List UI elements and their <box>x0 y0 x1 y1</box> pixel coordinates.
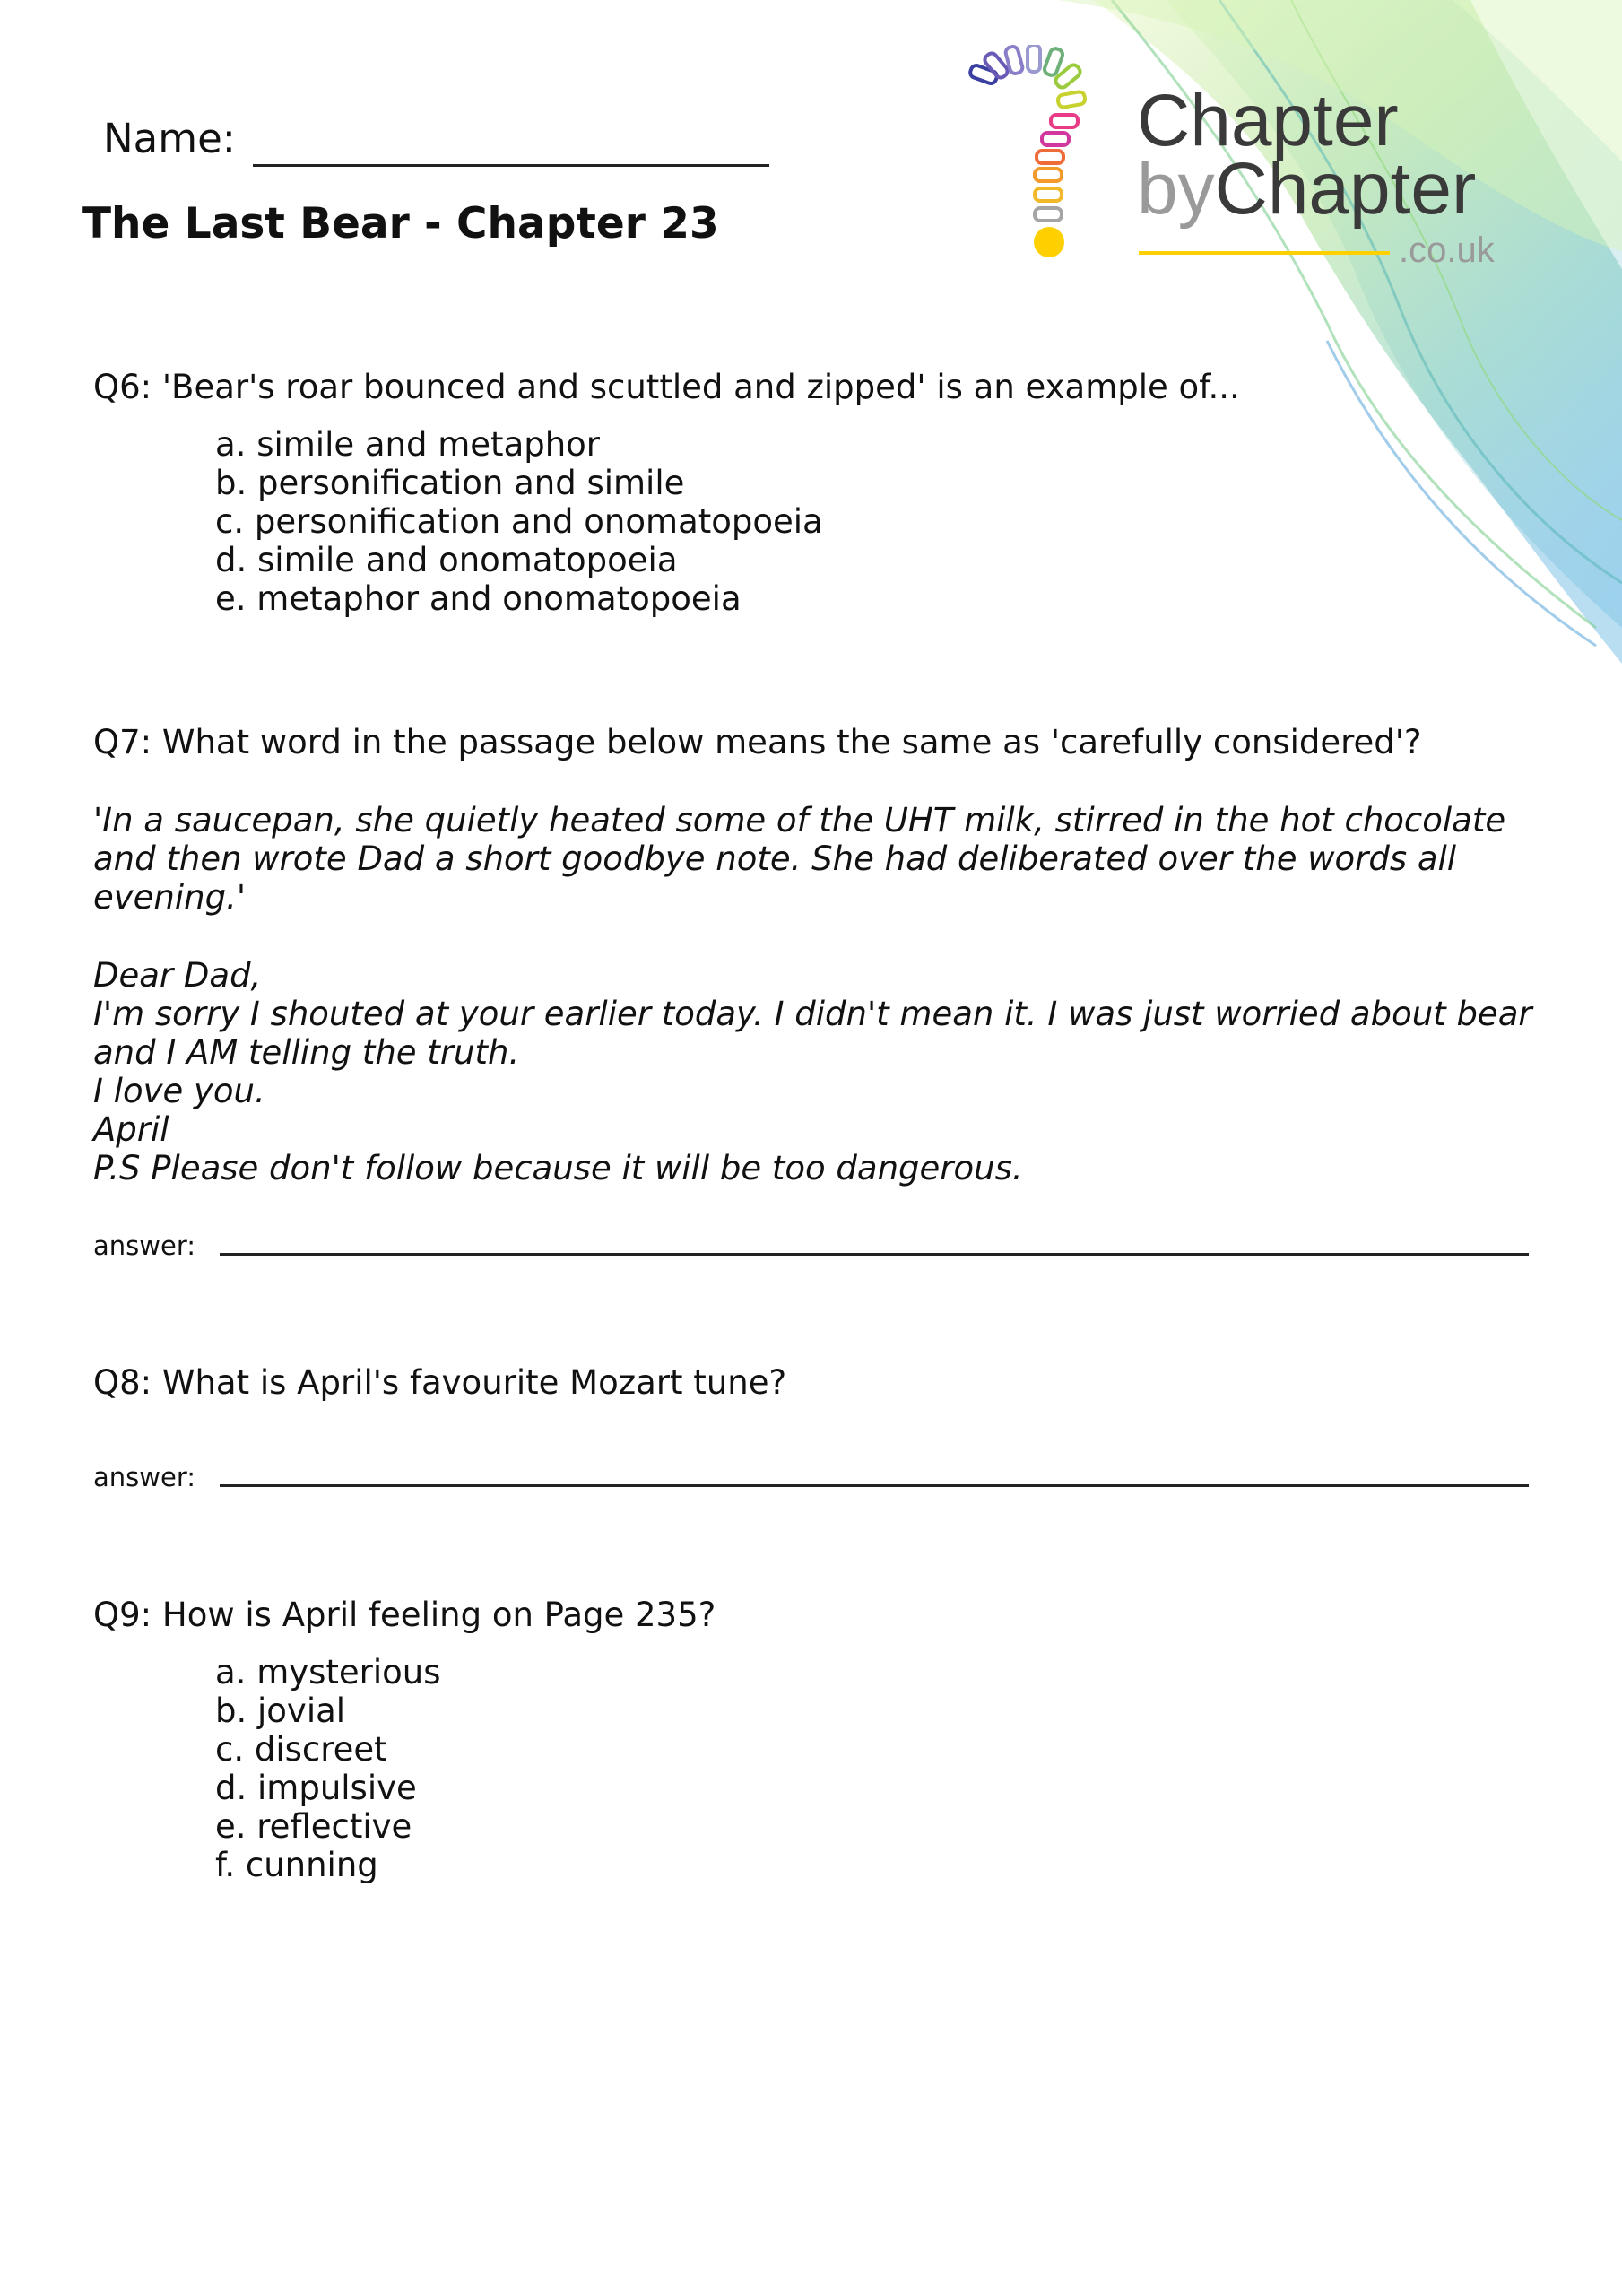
q9-option-f[interactable]: f. cunning <box>215 1846 378 1884</box>
name-label: Name: <box>103 115 236 162</box>
q8-question: Q8: What is April's favourite Mozart tune? <box>93 1363 787 1402</box>
q9-options <box>215 1653 441 1884</box>
q8-answer-line[interactable] <box>220 1484 1529 1487</box>
worksheet-title: The Last Bear - Chapter 23 <box>82 199 719 248</box>
logo-word-chapter: Chapter <box>1137 80 1399 161</box>
letter-line: April <box>93 1110 169 1149</box>
q9-option-e[interactable]: e. reflective <box>215 1807 412 1846</box>
q9-option-c[interactable]: c. discreet <box>215 1730 387 1769</box>
q6-option-b[interactable]: b. personification and simile <box>215 464 685 502</box>
q6-option-a[interactable]: a. simile and metaphor <box>215 425 601 464</box>
question-mark-books-icon <box>969 45 1086 257</box>
q7-answer-label: answer: <box>93 1231 196 1261</box>
name-field-line[interactable] <box>253 164 769 167</box>
q6-options <box>215 425 823 618</box>
letter-line: and I AM telling the truth. <box>93 1033 520 1072</box>
logo-word-chapter-2: Chapter <box>1214 148 1477 230</box>
q7-answer-line[interactable] <box>220 1253 1529 1256</box>
q9-option-d[interactable]: d. impulsive <box>215 1769 417 1807</box>
q9-option-a[interactable]: a. mysterious <box>215 1653 441 1692</box>
q7-question: Q7: What word in the passage below means the same as 'carefully considered'? <box>93 723 1422 761</box>
q9-option-b[interactable]: b. jovial <box>215 1692 346 1730</box>
chapter-by-chapter-logo <box>950 45 1542 314</box>
q6-question: Q6: 'Bear's roar bounced and scuttled and zipped' is an example of... <box>93 368 1240 406</box>
logo-domain: .co.uk <box>1399 230 1495 270</box>
q7-passage: 'In a saucepan, she quietly heated some of the UHT milk, stirred in the hot chocolate and then wrote Dad a short goodbye note. She had deliberated over the words all evening.' <box>93 801 1506 917</box>
q6-option-c[interactable]: c. personification and onomatopoeia <box>215 502 823 541</box>
logo-word-by: by <box>1137 148 1215 230</box>
letter-line: I'm sorry I shouted at your earlier today. I didn't mean it. I was just worried about bear <box>93 995 1532 1033</box>
q8-answer-label: answer: <box>93 1462 196 1492</box>
q7-letter <box>93 956 1532 1187</box>
q6-option-d[interactable]: d. simile and onomatopoeia <box>215 541 678 579</box>
letter-line: Dear Dad, <box>93 956 262 995</box>
q9-question: Q9: How is April feeling on Page 235? <box>93 1596 716 1634</box>
letter-line: I love you. <box>93 1072 265 1110</box>
logo-word-by-chapter <box>1137 148 1476 230</box>
q6-option-e[interactable]: e. metaphor and onomatopoeia <box>215 579 742 618</box>
letter-line: P.S Please don't follow because it will be too dangerous. <box>93 1149 1023 1187</box>
